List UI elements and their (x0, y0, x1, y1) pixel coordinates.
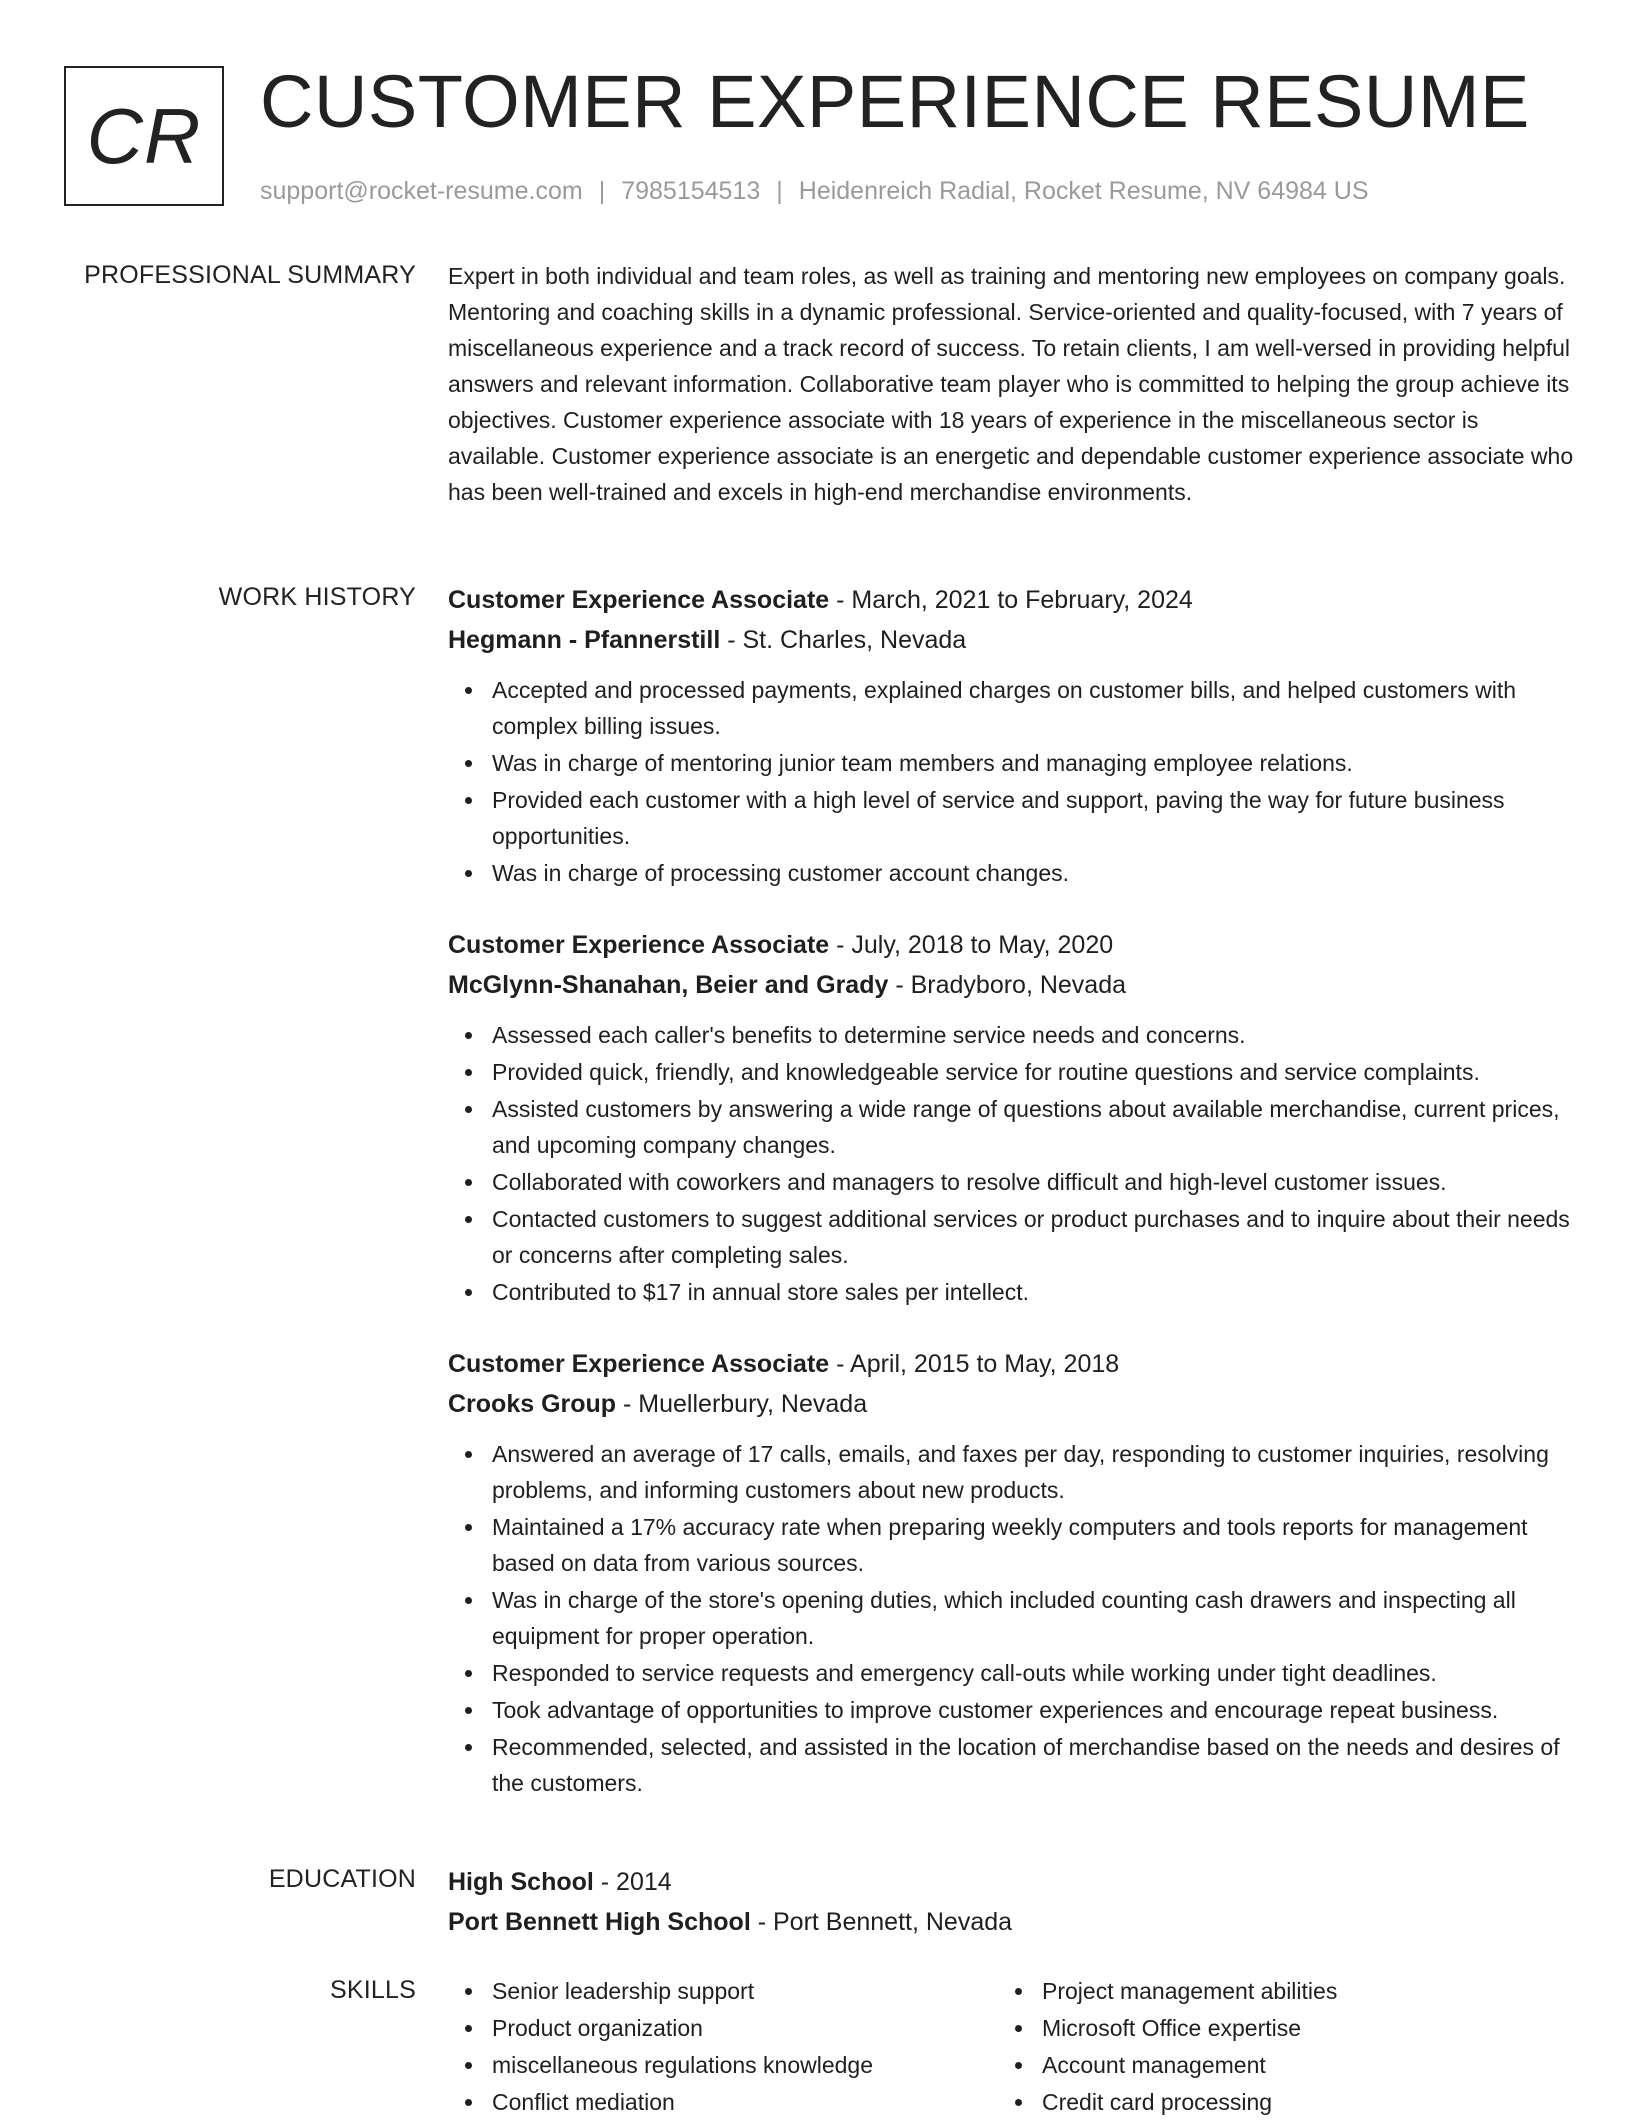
job-company-line (448, 620, 1578, 660)
job-location: - Muellerbury, Nevada (616, 1390, 868, 1418)
job-bullets (448, 672, 1578, 891)
job-dates: - April, 2015 to May, 2018 (829, 1350, 1120, 1378)
contact-line (260, 174, 1369, 208)
job-title-line (448, 580, 1578, 620)
job-bullet: Assisted customers by answering a wide range of questions about available merchandise, current prices, and upcoming company changes. (448, 1091, 1578, 1163)
job-bullet: Was in charge of mentoring junior team members and managing employee relations. (448, 745, 1578, 781)
job-title-line (448, 1344, 1578, 1384)
job-title: Customer Experience Associate (448, 586, 830, 614)
job-title-line (448, 925, 1578, 965)
job-dates: - March, 2021 to February, 2024 (829, 586, 1193, 614)
job-bullet: Collaborated with coworkers and managers to resolve difficult and high-level customer issues. (448, 1164, 1578, 1200)
job-bullet: Assessed each caller's benefits to determine service needs and concerns. (448, 1017, 1578, 1053)
job-location: - St. Charles, Nevada (720, 626, 967, 654)
skills-list-right (998, 1973, 1548, 2121)
job-company: Crooks Group (448, 1390, 617, 1418)
job-bullet: Provided each customer with a high level of service and support, paving the way for future business opportunities. (448, 782, 1578, 854)
job-bullet: Recommended, selected, and assisted in the location of merchandise based on the needs and desires of the customers. (448, 1729, 1578, 1801)
education-year: - 2014 (593, 1868, 672, 1896)
job-bullet: Accepted and processed payments, explained charges on customer bills, and helped customers with complex billing issues. (448, 672, 1578, 744)
skill-item: miscellaneous regulations knowledge (448, 2047, 998, 2083)
job-entry (448, 925, 1578, 1310)
job-bullet: Contacted customers to suggest additional services or product purchases and to inquire about their needs or concerns after completing sales. (448, 1201, 1578, 1273)
skill-item: Microsoft Office expertise (998, 2010, 1548, 2046)
skill-item: Senior leadership support (448, 1973, 998, 2009)
job-dates: - July, 2018 to May, 2020 (829, 931, 1114, 959)
section-label-skills: SKILLS (330, 1976, 416, 2004)
skills-list-left (448, 1973, 998, 2121)
job-company: McGlynn-Shanahan, Beier and Grady (448, 971, 889, 999)
job-bullets (448, 1017, 1578, 1310)
education-location: - Port Bennett, Nevada (750, 1908, 1013, 1936)
education-degree: High School (448, 1868, 594, 1896)
skill-item: Credit card processing (998, 2084, 1548, 2120)
education-school: Port Bennett High School (448, 1908, 751, 1936)
skill-item: Project management abilities (998, 1973, 1548, 2009)
job-bullet: Was in charge of processing customer account changes. (448, 855, 1578, 891)
job-bullet: Responded to service requests and emergency call-outs while working under tight deadlines. (448, 1655, 1578, 1691)
job-title: Customer Experience Associate (448, 931, 830, 959)
job-bullet: Maintained a 17% accuracy rate when preparing weekly computers and tools reports for management based on data from various sources. (448, 1509, 1578, 1581)
resume-title: CUSTOMER EXPERIENCE RESUME (260, 60, 1530, 143)
contact-phone: 7985154513 (621, 177, 761, 205)
job-bullet: Contributed to $17 in annual store sales per intellect. (448, 1274, 1578, 1310)
job-entry (448, 580, 1578, 891)
section-label-summary: PROFESSIONAL SUMMARY (84, 261, 416, 289)
monogram-logo: CR (64, 66, 224, 206)
job-location: - Bradyboro, Nevada (888, 971, 1127, 999)
job-bullet: Was in charge of the store's opening duties, which included counting cash drawers and inspecting all equipment for proper operation. (448, 1582, 1578, 1654)
section-label-work-history: WORK HISTORY (218, 583, 416, 611)
job-bullet: Answered an average of 17 calls, emails, and faxes per day, responding to customer inquiries, resolving problems, and informing customers about new products. (448, 1436, 1578, 1508)
contact-email: support@rocket-resume.com (260, 177, 583, 205)
job-bullet: Provided quick, friendly, and knowledgeable service for routine questions and service complaints. (448, 1054, 1578, 1090)
section-label-education: EDUCATION (268, 1865, 416, 1893)
job-entry (448, 1344, 1578, 1801)
job-bullets (448, 1436, 1578, 1801)
skill-item: Product organization (448, 2010, 998, 2046)
job-company-line (448, 965, 1578, 1005)
skill-item: Account management (998, 2047, 1548, 2083)
job-company-line (448, 1384, 1578, 1424)
contact-separator: | (776, 177, 783, 205)
job-bullet: Took advantage of opportunities to improve customer experiences and encourage repeat business. (448, 1692, 1578, 1728)
skill-item: Conflict mediation (448, 2084, 998, 2120)
education-school-line (448, 1902, 1578, 1942)
education-degree-line (448, 1862, 1578, 1902)
contact-address: Heidenreich Radial, Rocket Resume, NV 64984 US (798, 177, 1369, 205)
summary-text: Expert in both individual and team roles, as well as training and mentoring new employees on company goals. Mentoring and coaching skills in a dynamic professional. Service-oriented and quality-focused, with 7 years of miscellaneous experience and a track record of success. To retain clients, I am well-versed in providing helpful answers and relevant information. Collaborative team player who is committed to helping the group achieve its objectives. Customer experience associate with 18 years of experience in the miscellaneous sector is available. Customer experience associate is an energetic and dependable customer experience associate who has been well-trained and excels in high-end merchandise environments. (448, 263, 1574, 505)
contact-separator: | (598, 177, 606, 205)
job-title: Customer Experience Associate (448, 1350, 830, 1378)
job-company: Hegmann - Pfannerstill (448, 626, 721, 654)
